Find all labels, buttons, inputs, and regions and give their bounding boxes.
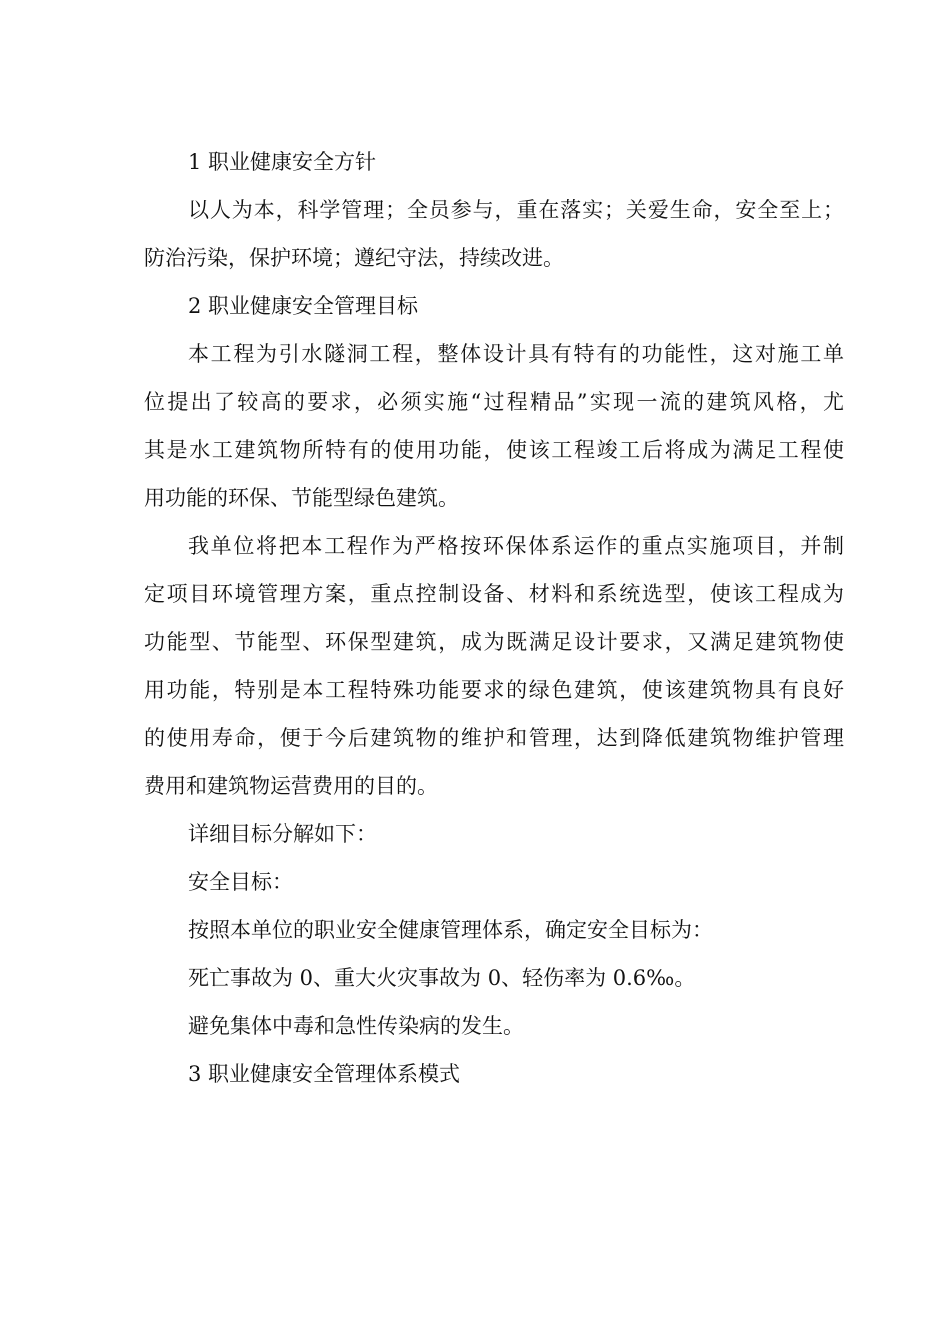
- paragraph-line: 死亡事故为 0、重大火灾事故为 0、轻伤率为 0.6‰。: [188, 966, 696, 990]
- paragraph-line: 位提出了较高的要求，必须实施“过程精品”实现一流的建筑风格，尤: [144, 390, 844, 414]
- paragraph-line: 的使用寿命，便于今后建筑物的维护和管理，达到降低建筑物维护管理: [144, 726, 844, 750]
- paragraph-line: 避免集体中毒和急性传染病的发生。: [188, 1014, 524, 1038]
- heading-2: 2 职业健康安全管理目标: [188, 294, 419, 318]
- paragraph-line: 以人为本，科学管理；全员参与，重在落实；关爱生命，安全至上；: [188, 198, 844, 222]
- paragraph-line: 功能型、节能型、环保型建筑，成为既满足设计要求，又满足建筑物使: [144, 630, 844, 654]
- paragraph-line: 其是水工建筑物所特有的使用功能，使该工程竣工后将成为满足工程使: [144, 438, 844, 462]
- paragraph-line: 用功能，特别是本工程特殊功能要求的绿色建筑，使该建筑物具有良好: [144, 678, 844, 702]
- paragraph-line: 详细目标分解如下：: [188, 822, 377, 846]
- paragraph-line: 定项目环境管理方案，重点控制设备、材料和系统选型，使该工程成为: [144, 582, 844, 606]
- paragraph-line: 安全目标：: [188, 870, 293, 894]
- paragraph-line: 用功能的环保、节能型绿色建筑。: [144, 486, 459, 510]
- paragraph-line: 费用和建筑物运营费用的目的。: [144, 774, 438, 798]
- heading-3: 3 职业健康安全管理体系模式: [188, 1062, 461, 1086]
- heading-1: 1 职业健康安全方针: [188, 150, 377, 174]
- paragraph-line: 按照本单位的职业安全健康管理体系，确定安全目标为：: [188, 918, 713, 942]
- paragraph-line: 本工程为引水隧洞工程，整体设计具有特有的功能性，这对施工单: [188, 342, 844, 366]
- paragraph-line: 防治污染，保护环境；遵纪守法，持续改进。: [144, 246, 564, 270]
- paragraph-line: 我单位将把本工程作为严格按环保体系运作的重点实施项目，并制: [188, 534, 844, 558]
- document-body: [144, 138, 844, 1098]
